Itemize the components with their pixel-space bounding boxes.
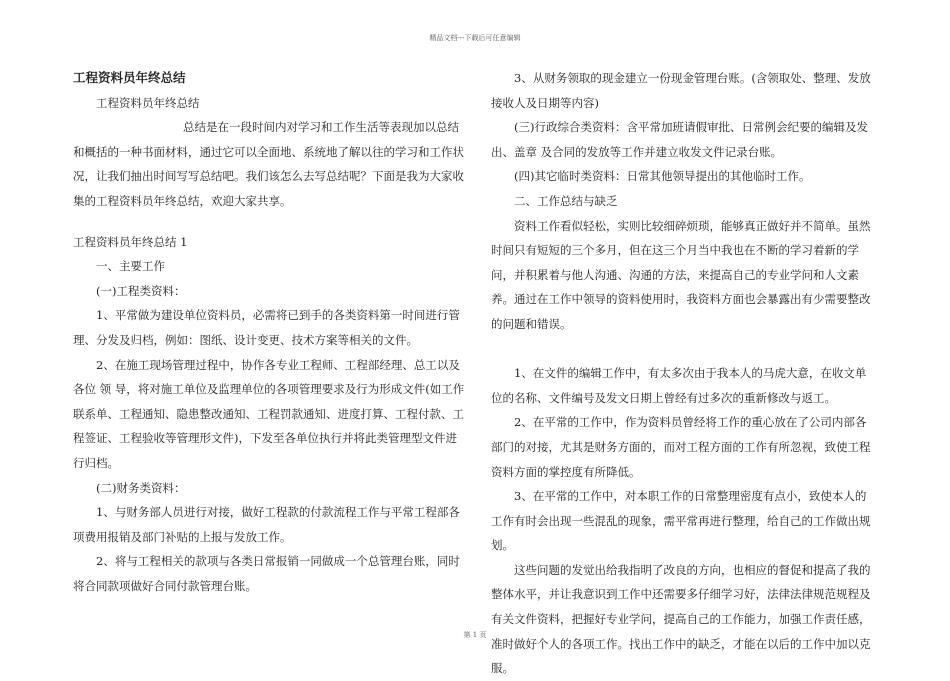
subheading-admin: (三)行政综合类资料：含平常加班请假审批、日常例会纪要的编辑及发出、盖章 及合同的发放等工作并建立收发文件记录台账。 <box>491 120 868 159</box>
paragraph-5: 3、从财务领取的现金建立一份现金管理台账。(含领取处、整理、发放接收人及日期等内容) <box>491 71 871 110</box>
paragraph-10: 这些问题的发觉出给我指明了改良的方向，也相应的督促和提高了我的整体水平，并让我意识到工作中还需要多仔细学习好，法律法律规范规程及有关文件资料，把握好专业学问，提高自己的工作能力，加强工作责任感，准时做好个人的各项工作。找出工作中的缺乏，才能在以后的工作中加以克服。 <box>491 562 871 676</box>
paragraph-6: 资料工作看似轻松，实则比较细碎烦琐，能够真正做好并不简单。虽然时间只有短短的三个多月，但在这三个月当中我也在不断的学习着新的学问，并积累着与他人沟通、沟通的方法，来提高自己的专业学问和人文素养。通过在工作中领导的资料使用时，我资料方面也会暴露出有少需要整改的问题和错误。 <box>491 218 871 331</box>
left-column <box>73 66 465 598</box>
spacer <box>73 214 465 230</box>
page-header: 精品文档---下载后可任意编辑 <box>429 34 521 42</box>
paragraph-1: 1、平常做为建设单位资料员，必需将已到手的各类资料第一时间进行管理、分发及归档，例如：图纸、设计变更、技术方案等相关的文件。 <box>73 308 460 347</box>
paragraph-3: 1、与财务部人员进行对接，做好工程款的付款流程工作与平常工程部各项费用报销及部门补贴的上报与发放工作。 <box>73 505 460 544</box>
spacer <box>491 337 877 362</box>
paragraph-9: 3、在平常的工作中，对本职工作的日常整理密度有点小，致使本人的工作有时会出现一些混乱的现象，需平常再进行整理，给自己的工作做出规划。 <box>491 489 871 553</box>
intro-paragraph: 总结是在一段时间内对学习和工作生活等表现加以总结和概括的一种书面材料，通过它可以全面地、系统地了解以往的学习和工作状况，让我们抽出时间写写总结吧。我们该怎么去写总结呢？下面是我为大家收集的工程资料员年终总结，欢迎大家共享。 <box>73 120 464 208</box>
heading-summary: 二、工作总结与缺乏 <box>514 193 618 208</box>
paragraph-7: 1、在文件的编辑工作中，有太多次由于我本人的马虎大意，在收文单位的名称、文件编号及发文日期上曾经有过多次的重新修改与返工。 <box>491 366 867 405</box>
paragraph-2: 2、在施工现场管理过程中，协作各专业工程师、工程部经理、总工以及各位 领 导，将对施工单位及监理单位的各项管理要求及行为形成文件(如工作联系单、工程通知、隐患整改通知、工程罚款通知、进度打算、工程付款、工程签证、工程验收等管理形文件)，下发至各单位执行并将此类管理型文件进行归档。 <box>73 357 465 470</box>
document-title: 工程资料员年终总结 <box>73 70 186 85</box>
paragraph-8: 2、在平常的工作中，作为资料员曾经将工作的重心放在了公司内部各部门的对接，尤其是财务方面的，而对工程方面的工作有所忽视，致使工程资料方面的掌控度有所降低。 <box>491 415 871 479</box>
paragraph-4: 2、将与工程相关的款项与各类日常报销一同做成一个总管理台账，同时将合同款项做好合同付款管理台账。 <box>73 554 460 593</box>
subheading-engineering: (一)工程类资料： <box>96 283 186 298</box>
page-number: 第 1 页 <box>463 631 487 639</box>
section-title: 工程资料员年终总结 1 <box>73 234 188 249</box>
right-column <box>491 66 877 681</box>
heading-main-work: 一、主要工作 <box>96 259 165 274</box>
subheading-temporary: (四)其它临时类资料：日常其他领导提出的其他临时工作。 <box>514 169 811 184</box>
document-subtitle: 工程资料员年终总结 <box>96 95 200 110</box>
subheading-finance: (二)财务类资料： <box>96 480 186 495</box>
